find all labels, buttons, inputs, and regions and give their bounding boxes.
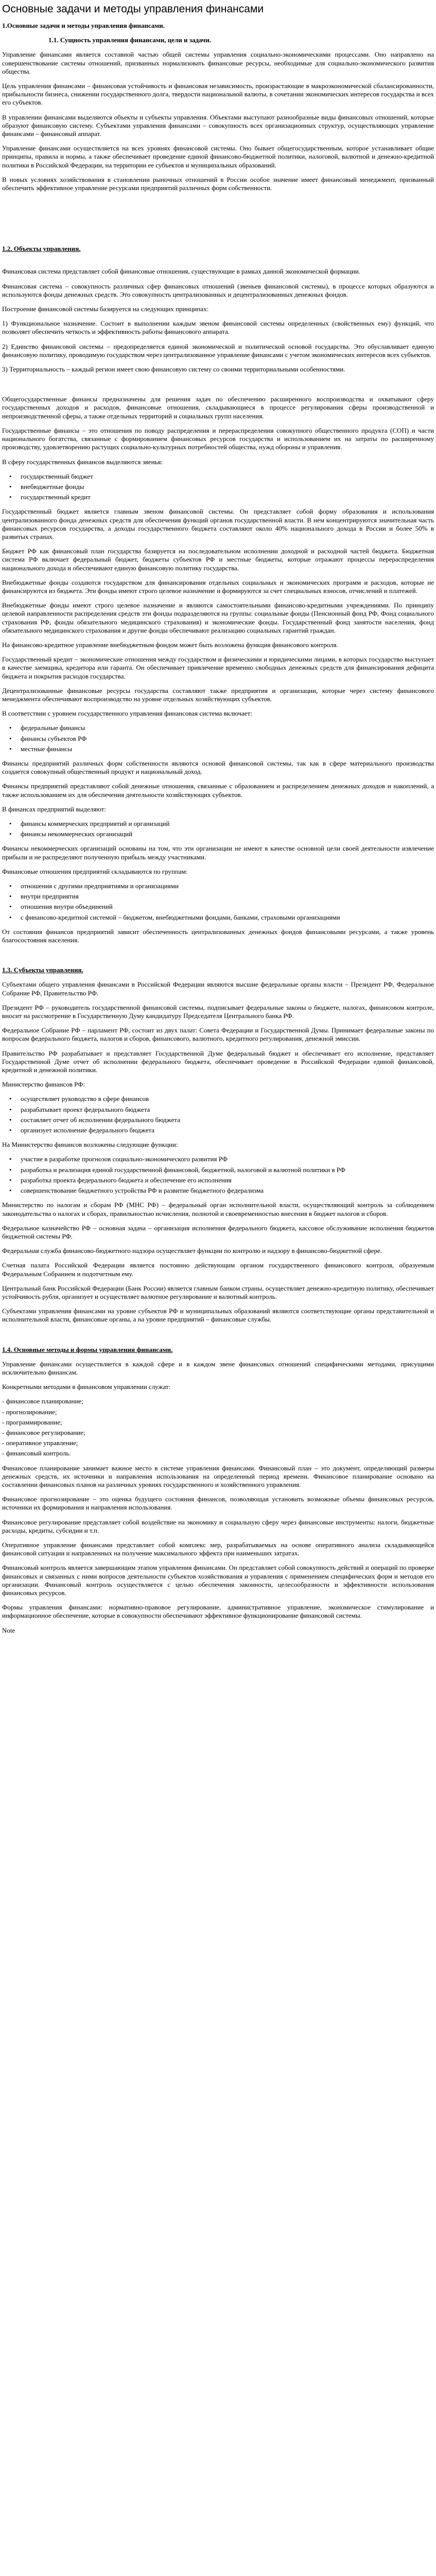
list-item: • местные финансы [2, 745, 434, 753]
paragraph: 1) Функциональное назначение. Состоит в выполнении каждым звеном финансовой системы определенных (свойственных ему) функций, что позволяет обеспечить четкость и эффективность работы финансового аппарата. [2, 319, 434, 336]
document-body [0, 15, 436, 1635]
paragraph: Финансы предприятий различных форм собственности являются основой финансовой системы, так как в сфере материального производства создается совокупный общественный продукт и национальный доход. [2, 759, 434, 776]
list-item: • финансы некоммерческих организаций [2, 830, 434, 838]
section-heading: 1.2. Объекты управления. [2, 245, 81, 253]
list-item: • совершенствование бюджетного устройства РФ и развитие бюджетного федерализма [2, 1187, 434, 1195]
paragraph: В управлении финансами выделяются объекты и субъекты управления. Объектами выступают разнообразные виды финансовых отношений, которые образуют финансовую систему. Субъектами управления финансами – совокупность всех организационных структур, осуществляющих управление финансами – финансовый аппарат. [2, 113, 434, 138]
list-item: • финансы коммерческих предприятий и организаций [2, 820, 434, 828]
bullet-list [2, 724, 434, 753]
paragraph: На Министерство финансов возложены следующие функции: [2, 1141, 178, 1149]
paragraph: Финансовая система представляет собой финансовые отношения, существующие в рамках данной экономической формации. [2, 267, 361, 276]
paragraph: Федеральное Собрание РФ – парламент РФ, состоит из двух палат: Совета Федерации и Государственной Думы. Принимает федеральные законы по вопросам федерального бюджета, налогов и сборов, финансового, валютного, кредитного регулирования, денежной эмиссии. [2, 1026, 434, 1043]
section-heading: 1.1. Сущность управления финансами, цели и задачи. [48, 36, 212, 44]
paragraph: Финансовое планирование занимает важное место в системе управления финансами. Финансовый план – это документ, определяющий размеры денежных средств, их источники и направления использования на определенный период времени. Финансовое планирование основано на составлении финансовых планов на различных уровнях государственного и хозяйственного управления. [2, 1464, 434, 1488]
paragraph: В сферу государственных финансов выделяются звенья: [2, 457, 163, 466]
section-heading: 1.Основные задачи и методы управления финансами. [2, 22, 165, 29]
paragraph: Децентрализованные финансовые ресурсы государства составляют также предприятия и организации, которые через систему финансового менеджмента обеспечивают воспроизводство на уровне отдельных хозяйствующих субъектов. [2, 686, 434, 703]
page-title: Основные задачи и методы управления финансами [2, 3, 264, 15]
section-heading: 1.3. Субъекты управления. [2, 966, 83, 974]
list-item: - программирование; [2, 1418, 62, 1426]
list-item: • отношения внутри объединений [2, 903, 434, 911]
section-heading: 1.4. Основные методы и формы управления финансами. [2, 1345, 173, 1353]
list-item: - финансовое регулирование; [2, 1428, 85, 1436]
paragraph: Финансы некоммерческих организаций основаны на том, что эти организации не имеют в качестве основной цели своей деятельности извлечение прибыли и не распределяют полученную прибыль между участниками. [2, 844, 434, 861]
list-item: • федеральные финансы [2, 724, 434, 732]
paragraph: Note [2, 1626, 15, 1634]
paragraph: На финансово-кредитное управление внебюджетным фондом может быть возложена функция финансового контроля. [2, 640, 338, 649]
section-gap [2, 1330, 434, 1346]
paragraph: Финансовые отношения предприятий складываются по группам: [2, 867, 188, 875]
list-item: • организует исполнение федерального бюджета [2, 1126, 434, 1134]
bullet-list [2, 1155, 434, 1195]
paragraph: Государственные финансы – это отношения по поводу распределения и перераспределения совокупного общественного продукта (СОП) и части национального богатства, связанные с формированием финансовых ресурсов государства и использованием их на затраты по расширенному производству, удовлетворению растущих социально-культурных потребностей общества, нужд обороны и управления. [2, 426, 434, 451]
list-item: • осуществляет руководство в сфере финансов [2, 1095, 434, 1103]
bullet-list [2, 882, 434, 922]
paragraph: Управление финансами осуществляется на всех уровнях финансовой системы. Оно бывает общегосударственным, которое устанавливает общие принципы, правила и нормы, а также обеспечивает проведение единой финансово-бюджетной политики, налоговой, валютной и денежно-кредитной политики в Российской Федерации, на территории ее субъектов и муниципальных образований. [2, 144, 434, 169]
list-item: - финансовое планирование; [2, 1397, 83, 1405]
paragraph: Финансовое регулирование представляет собой воздействие на экономику и социальную сферу через финансовые инструменты: налоги, бюджетные расходы, кредиты, субсидии и т.п. [2, 1518, 434, 1534]
paragraph: Оперативное управление финансами представляет собой комплекс мер, разрабатываемых на основе оперативного анализа складывающейся финансовой ситуации и направленных на получение максимального эффекта при наименьших затратах. [2, 1540, 434, 1557]
list-item: • внебюджетные фонды [2, 483, 434, 491]
paragraph: 2) Единство финансовой системы – предопределяется единой экономической и политической основой государства. Это обуславливает единую финансовую политику, проводимую государством через централизованное управление финансами с учетом экономических интересов всех субъектов. [2, 342, 434, 359]
list-item: • разрабатывает проект федерального бюджета [2, 1106, 434, 1114]
paragraph: В соответствии с уровнем государственного управления финансовая система включает: [2, 709, 252, 718]
paragraph: Финансовая система – совокупность различных сфер финансовых отношений (звеньев финансовой системы), в процессе которых образуются и используются фонды денежных средств. Это совокупность централизованных и децентрализованных денежных фондов. [2, 282, 434, 298]
section-gap [2, 198, 434, 245]
list-item: • с финансово-кредитной системой – бюджетом, внебюджетными фондами, банками, страховыми организациями [2, 913, 434, 922]
paragraph: Федеральное казначейство РФ – основная задача – организация исполнения федерального бюджета, кассовое обслуживание исполнения бюджетов бюджетной системы РФ. [2, 1224, 434, 1240]
paragraph: 3) Территориальность – каждый регион имеет свою финансовую систему со своими территориальными особенностями. [2, 365, 345, 374]
paragraph: Финансовый контроль является завершающим этапом управления финансами. Он представляет собой совокупность действий и операций по проверке финансовых и связанных с ними вопросов деятельности субъектов хозяйствования и управления с применением специфических форм и методов его организации. Финансовый контроль осуществляется с целью обеспечения законности, целесообразности и эффективности использования финансовых ресурсов. [2, 1564, 434, 1597]
paragraph: Финансы предприятий представляют собой денежные отношения, связанные с образованием и распределением денежных доходов и накоплений, а также использованием их для обеспечения деятельности хозяйствующих субъектов. [2, 782, 434, 799]
list-item: • финансы субъектов РФ [2, 735, 434, 743]
bullet-list [2, 820, 434, 838]
list-item: - финансовый контроль. [2, 1449, 71, 1458]
paragraph: Внебюджетные фонды создаются государством для финансирования отдельных социальных и экономических программ и расходов, которые не финансируются из бюджета. Эти фонды имеют строго целевое назначение и формируются за счет специальных взносов, отчислений и платежей. [2, 578, 434, 595]
paragraph: От состояния финансов предприятий зависит обеспеченность централизованных денежных фондов финансовыми ресурсами, а также уровень благосостояния населения. [2, 927, 434, 944]
dash-list [2, 1397, 434, 1458]
paragraph: Правительство РФ разрабатывает и представляет Государственной Думе федеральный бюджет и обеспечивает его исполнение, представляет Государственной Думе отчет об исполнении федерального бюджета, обеспечивает проведение в Российской Федерации единой финансовой, кредитной и денежной политики. [2, 1049, 434, 1074]
list-item: • государственный бюджет [2, 472, 434, 481]
paragraph: Построение финансовой системы базируется на следующих принципах: [2, 305, 209, 313]
paragraph: В новых условиях хозяйствования в становлении рыночных отношений в России особое значение имеет финансовый менеджмент, призванный обеспечить эффективное управление ресурсами предприятий различных форм собственности. [2, 175, 434, 192]
paragraph: Общегосударственные финансы предназначены для решения задач по обеспечению расширенного воспроизводства и охватывают сферу государственных доходов и расходов, финансовые отношения, складывающиеся в процессе регулирования сферы производственной и непроизводственной сферы, а также отдельных территорий и социальных групп населения. [2, 395, 434, 420]
list-item: • отношения с другими предприятиями и организациями [2, 882, 434, 890]
list-item: • разработка и реализация единой государственной финансовой, бюджетной, налоговой и валютной политики в РФ [2, 1166, 434, 1174]
list-item: - оперативное управление; [2, 1439, 78, 1447]
paragraph: Министерство финансов РФ: [2, 1080, 85, 1089]
paragraph: Цель управления финансами – финансовая устойчивость и финансовая независимость, произрастающие в макроэкономической сбалансированности, прибыльности бизнеса, снижении государственного долга, твердости национальной валюты, в сочетании экономических интересов государства и всех его субъектов. [2, 82, 434, 107]
paragraph: Конкретными методами в финансовом управлении служат: [2, 1383, 171, 1391]
section-gap [2, 380, 434, 395]
list-item: • государственный кредит [2, 493, 434, 501]
paragraph: Государственный бюджет является главным звеном финансовой системы. Он представляет собой форму образования и использования централизованного фонда денежных средств для обеспечения функций органов государственной власти. В нем концентрируются значительная часть финансовых ресурсов государства, а доходы государственного бюджета составляют около 40% национального дохода в России и более 50% в развитых странах. [2, 507, 434, 540]
section-gap [2, 951, 434, 966]
paragraph: Управление финансами является составной частью общей системы управления социально-экономическими процессами. Оно направлено на совершенствование системы отношений, призванных нормализовать финансовые ресурсы, необходимые для социально-экономического развития общества. [2, 50, 434, 75]
paragraph: Федеральная служба финансово-бюджетного надзора осуществляет функции по контролю и надзору в финансово-бюджетной сфере. [2, 1247, 382, 1255]
bullet-list [2, 1095, 434, 1134]
bullet-list [2, 472, 434, 502]
list-item: • разработка проекта федерального бюджета и обеспечение его исполнения [2, 1176, 434, 1184]
spacer [2, 259, 434, 267]
list-item: • составляет отчет об исполнении федерального бюджета [2, 1116, 434, 1124]
paragraph: Формы управления финансами: нормативно-правовое регулирование, административное управление, экономическое стимулирование и информационное обеспечение, которые в совокупности обеспечивают эффективное функционирование финансовой системы. [2, 1603, 434, 1620]
list-item: - прогнозирование; [2, 1408, 57, 1416]
paragraph: Центральный банк Российской Федерации (Банк России) является главным банком страны, осуществляет денежно-кредитную политику, обеспечивает устойчивость рубля, организует и осуществляет валютное регулирование и валютный контроль. [2, 1284, 434, 1300]
paragraph: Министерство по налогам и сборам РФ (МНС РФ) – федеральный орган исполнительной власти, осуществляющий контроль за соблюдением законодательства о налогах и сборах, правильностью исчисления, полнотой и своевременностью внесения в бюджет налогов и сборов. [2, 1201, 434, 1217]
paragraph: Субъектами управления финансами на уровне субъектов РФ и муниципальных образований являются соответствующие органы представительной и исполнительной власти, финансовые органы, а на уровне предприятий – финансовые службы. [2, 1307, 434, 1324]
list-item: • участие в разработке прогнозов социально-экономического развития РФ [2, 1155, 434, 1163]
paragraph: В финансах предприятий выделяют: [2, 805, 106, 813]
paragraph: Внебюджетные фонды имеют строго целевое назначение и являются самостоятельными финансово-кредитными учреждениями. По принципу целевой направленности распределения средств эти фонды подразделяются на группы: социальные фонды (Пенсионный фонд РФ, Фонд социального страхования РФ, фонды обязательного медицинского страхования) и экономические фонды. Государственный фонд занятости населения, фонд обязательного медицинского страхования и другие фонды обеспечивают реализацию социальных гарантий граждан. [2, 601, 434, 634]
paragraph: Счетная палата Российской Федерации является постоянно действующим органом государственного финансового контроля, образуемым Федеральным Собранием и подотчетным ему. [2, 1261, 434, 1278]
list-item: • внутри предприятия [2, 892, 434, 901]
paragraph: Президент РФ – руководитель государственной финансовой системы, подписывает федеральные законы о бюджете, налогах, финансовом контроле, вносит на рассмотрение в Государственную Думу кандидатуру Председателя Центрального банка РФ. [2, 1003, 434, 1020]
paragraph: Бюджет РФ как финансовый план государства базируется на последовательном исполнении доходной и расходной частей бюджета. Бюджетная система РФ включает федеральный бюджет, бюджеты субъектов РФ и местные бюджеты, которые отражают процессы перераспределения национального дохода и обеспечивают единую финансовую политику государства. [2, 547, 434, 572]
paragraph: Субъектами общего управления финансами в Российской Федерации являются высшие федеральные органы власти – Президент РФ, Федеральное Собрание РФ, Правительство РФ. [2, 980, 434, 997]
paragraph: Финансовое прогнозирование – это оценка будущего состояния финансов, позволяющая установить возможные объемы финансовых ресурсов, источники их формирования и направления использования. [2, 1495, 434, 1512]
paragraph: Государственный кредит – экономические отношения между государством и физическими и юридическими лицами, в которых государство выступает в качестве заемщика, кредитора или гаранта. Он обеспечивает привлечение временно свободных денежных средств для финансирования дефицита бюджета и покрытия расходов государства. [2, 655, 434, 680]
paragraph: Управление финансами осуществляется в каждой сфере и в каждом звене финансовых отношений специфическими методами, присущими исключительно финансам. [2, 1360, 434, 1376]
